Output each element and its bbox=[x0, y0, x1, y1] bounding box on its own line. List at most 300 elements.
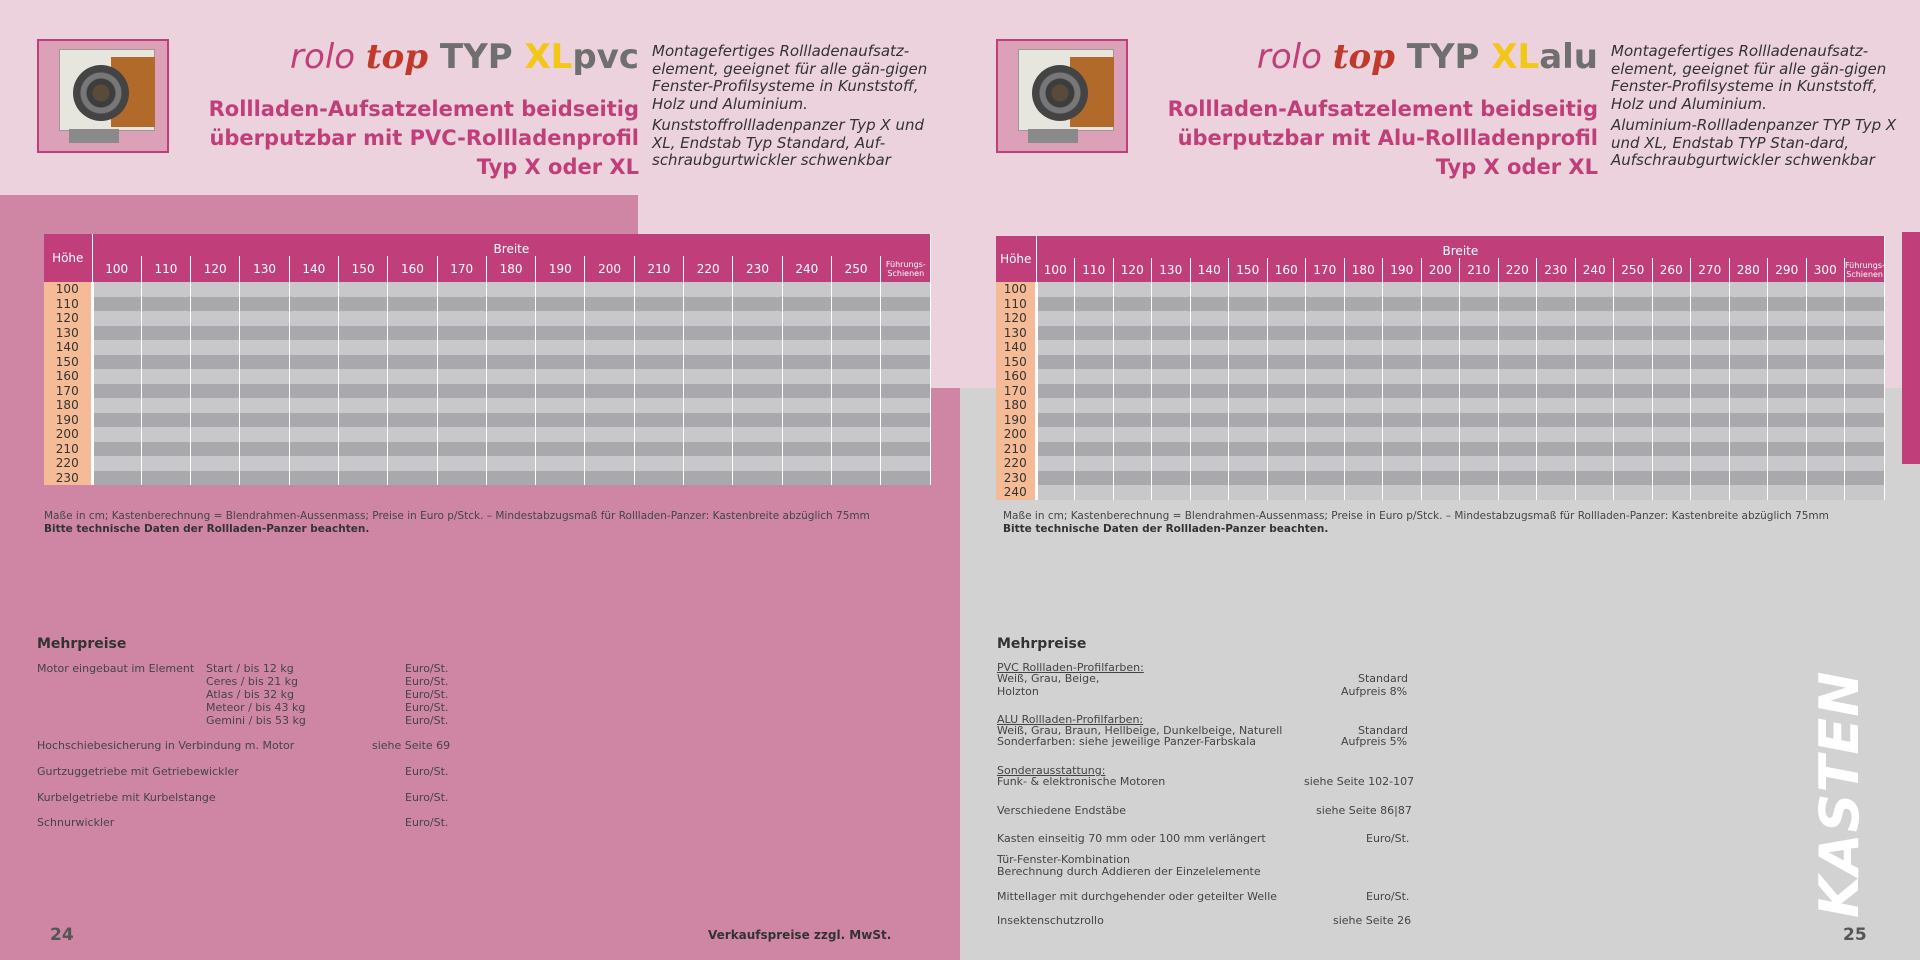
breite-col-header: 170 bbox=[1306, 258, 1345, 282]
price-cell bbox=[1614, 456, 1653, 471]
price-cell bbox=[1267, 413, 1306, 428]
price-cell bbox=[1729, 398, 1768, 413]
price-cell bbox=[585, 413, 634, 428]
price-cell bbox=[1691, 340, 1730, 355]
price-cell bbox=[585, 384, 634, 399]
price-cell bbox=[733, 413, 782, 428]
price-cell bbox=[1575, 369, 1614, 384]
price-cell bbox=[1614, 471, 1653, 486]
price-cell bbox=[1498, 369, 1537, 384]
table-row bbox=[996, 326, 1885, 341]
price-cell bbox=[1344, 456, 1383, 471]
price-cell bbox=[1113, 282, 1152, 297]
pvc-colors-holzton: Holzton bbox=[997, 685, 1039, 698]
price-cell bbox=[240, 340, 289, 355]
price-cell bbox=[437, 471, 486, 486]
price-cell bbox=[388, 369, 437, 384]
price-cell bbox=[585, 282, 634, 297]
price-cell bbox=[1267, 485, 1306, 500]
price-cell bbox=[141, 369, 190, 384]
price-cell bbox=[1267, 456, 1306, 471]
price-cell bbox=[1845, 297, 1885, 312]
price-cell bbox=[338, 398, 387, 413]
price-cell bbox=[1267, 427, 1306, 442]
motor-items: Start / bis 12 kg Ceres / bis 21 kg Atlas / bis 32 kg Meteor / bis 43 kg Gemini / bis 53 kg bbox=[206, 662, 306, 727]
breite-col-header: 160 bbox=[388, 256, 437, 282]
price-cell bbox=[1537, 340, 1576, 355]
price-cell bbox=[1806, 442, 1845, 457]
price-cell bbox=[191, 427, 240, 442]
breite-col-header: 120 bbox=[191, 256, 240, 282]
price-cell bbox=[1845, 369, 1885, 384]
hoehe-value: 110 bbox=[996, 297, 1036, 312]
table-row bbox=[44, 398, 931, 413]
row-schnurwickler: Schnurwickler bbox=[37, 816, 115, 829]
price-cell bbox=[1498, 340, 1537, 355]
price-cell bbox=[1075, 340, 1114, 355]
breite-col-header: 150 bbox=[338, 256, 387, 282]
breite-col-header: 190 bbox=[1383, 258, 1422, 282]
price-cell bbox=[1190, 355, 1229, 370]
hoehe-value: 200 bbox=[44, 427, 92, 442]
breite-col-header: 110 bbox=[1075, 258, 1114, 282]
price-cell bbox=[1306, 340, 1345, 355]
price-cell bbox=[1806, 282, 1845, 297]
price-cell bbox=[1383, 326, 1422, 341]
price-cell bbox=[388, 311, 437, 326]
price-cell bbox=[634, 297, 683, 312]
price-cell bbox=[1344, 355, 1383, 370]
price-cell bbox=[585, 369, 634, 384]
price-cell bbox=[782, 413, 831, 428]
table-row bbox=[44, 384, 931, 399]
price-cell bbox=[141, 384, 190, 399]
hoehe-value: 210 bbox=[996, 442, 1036, 457]
hoehe-value: 110 bbox=[44, 297, 92, 312]
price-cell bbox=[1036, 384, 1075, 399]
price-cell bbox=[191, 326, 240, 341]
hoehe-value: 100 bbox=[44, 282, 92, 297]
price-cell bbox=[1075, 413, 1114, 428]
table-row bbox=[996, 282, 1885, 297]
price-cell bbox=[1845, 427, 1885, 442]
price-cell bbox=[1383, 485, 1422, 500]
price-cell bbox=[141, 471, 190, 486]
price-cell bbox=[684, 326, 733, 341]
mehrpreise-title-left: Mehrpreise bbox=[37, 636, 127, 652]
price-cell bbox=[1344, 485, 1383, 500]
price-cell bbox=[1113, 456, 1152, 471]
price-cell bbox=[1075, 355, 1114, 370]
breite-col-header: 250 bbox=[1614, 258, 1653, 282]
page-number-left: 24 bbox=[50, 925, 74, 945]
price-cell bbox=[1421, 413, 1460, 428]
price-cell bbox=[1383, 355, 1422, 370]
price-cell bbox=[1267, 442, 1306, 457]
price-cell bbox=[191, 398, 240, 413]
table-row bbox=[44, 355, 931, 370]
mehrpreise-title-right: Mehrpreise bbox=[997, 636, 1087, 652]
price-cell bbox=[486, 282, 535, 297]
product-description-alu: Montagefertiges Rollladenaufsatz-element, geeignet für alle gän-gigen Fenster-Profilsysteme in Kunststoff, Holz und Aluminium. Aluminium-Rollladenpanzer TYP Typ X und XL, Endstab TYP Stan-dard, Aufschraubgurtwickler schwenkbar bbox=[1611, 42, 1897, 169]
price-cell bbox=[1152, 340, 1191, 355]
breite-col-header: 260 bbox=[1652, 258, 1691, 282]
price-cell bbox=[536, 282, 585, 297]
price-cell bbox=[1267, 340, 1306, 355]
price-cell bbox=[536, 398, 585, 413]
price-cell bbox=[289, 427, 338, 442]
breite-col-header: 230 bbox=[733, 256, 782, 282]
price-cell bbox=[92, 413, 141, 428]
price-cell bbox=[1190, 442, 1229, 457]
price-cell bbox=[1421, 355, 1460, 370]
price-cell bbox=[1537, 326, 1576, 341]
price-cell bbox=[191, 456, 240, 471]
breite-col-header: 180 bbox=[1344, 258, 1383, 282]
price-cell bbox=[831, 471, 880, 486]
price-cell bbox=[1498, 413, 1537, 428]
price-cell bbox=[141, 297, 190, 312]
price-cell bbox=[1845, 485, 1885, 500]
price-cell bbox=[733, 282, 782, 297]
price-cell bbox=[634, 471, 683, 486]
price-cell bbox=[1383, 413, 1422, 428]
price-cell bbox=[585, 297, 634, 312]
breite-header: Breite bbox=[1036, 236, 1885, 258]
price-cell bbox=[1498, 427, 1537, 442]
hoehe-value: 130 bbox=[44, 326, 92, 341]
price-cell bbox=[1845, 398, 1885, 413]
price-cell bbox=[1575, 297, 1614, 312]
price-cell bbox=[388, 355, 437, 370]
price-cell bbox=[881, 297, 931, 312]
price-cell bbox=[486, 369, 535, 384]
price-cell bbox=[486, 398, 535, 413]
price-cell bbox=[1729, 282, 1768, 297]
price-cell bbox=[1652, 282, 1691, 297]
price-cell bbox=[634, 369, 683, 384]
price-cell bbox=[634, 413, 683, 428]
price-cell bbox=[1460, 326, 1499, 341]
price-cell bbox=[1383, 398, 1422, 413]
price-cell bbox=[1614, 355, 1653, 370]
price-cell bbox=[1036, 326, 1075, 341]
price-cell bbox=[1537, 282, 1576, 297]
price-cell bbox=[782, 384, 831, 399]
price-cell bbox=[634, 282, 683, 297]
price-cell bbox=[1229, 384, 1268, 399]
price-cell bbox=[1460, 485, 1499, 500]
price-cell bbox=[1806, 311, 1845, 326]
row-schnurwickler-value: Euro/St. bbox=[405, 816, 449, 829]
price-cell bbox=[486, 311, 535, 326]
price-cell bbox=[1806, 427, 1845, 442]
price-cell bbox=[486, 471, 535, 486]
price-cell bbox=[1267, 471, 1306, 486]
price-cell bbox=[1152, 369, 1191, 384]
price-cell bbox=[1229, 340, 1268, 355]
insektenschutzrollo-value: siehe Seite 26 bbox=[1333, 914, 1412, 927]
price-cell bbox=[684, 355, 733, 370]
row-gurtzuggetriebe: Gurtzuggetriebe mit Getriebewickler bbox=[37, 765, 239, 778]
funk-motoren-value: siehe Seite 102-107 bbox=[1304, 775, 1415, 788]
breite-col-header: 130 bbox=[240, 256, 289, 282]
price-cell bbox=[437, 326, 486, 341]
price-cell bbox=[1575, 282, 1614, 297]
price-cell bbox=[1152, 442, 1191, 457]
price-cell bbox=[1075, 282, 1114, 297]
price-cell bbox=[1652, 326, 1691, 341]
price-cell bbox=[1460, 369, 1499, 384]
breite-col-header: 200 bbox=[1421, 258, 1460, 282]
price-cell bbox=[437, 355, 486, 370]
price-cell bbox=[1691, 369, 1730, 384]
motor-units: Euro/St. Euro/St. Euro/St. Euro/St. Euro/St. bbox=[405, 662, 449, 727]
price-cell bbox=[1537, 398, 1576, 413]
price-cell bbox=[1113, 427, 1152, 442]
price-cell bbox=[437, 384, 486, 399]
price-cell bbox=[1498, 326, 1537, 341]
hoehe-value: 100 bbox=[996, 282, 1036, 297]
price-cell bbox=[1152, 398, 1191, 413]
price-cell bbox=[1460, 413, 1499, 428]
price-cell bbox=[782, 340, 831, 355]
price-cell bbox=[1652, 369, 1691, 384]
price-cell bbox=[782, 398, 831, 413]
price-cell bbox=[1190, 297, 1229, 312]
price-cell bbox=[1729, 355, 1768, 370]
price-cell bbox=[437, 398, 486, 413]
price-cell bbox=[684, 471, 733, 486]
price-cell bbox=[1537, 297, 1576, 312]
price-cell bbox=[1498, 384, 1537, 399]
price-cell bbox=[92, 398, 141, 413]
price-cell bbox=[1806, 485, 1845, 500]
price-cell bbox=[338, 355, 387, 370]
price-cell bbox=[338, 369, 387, 384]
price-cell bbox=[1306, 456, 1345, 471]
price-cell bbox=[1652, 427, 1691, 442]
hoehe-header: Höhe bbox=[44, 234, 92, 282]
price-cell bbox=[1806, 297, 1845, 312]
pvc-colors-holzton-value: Aufpreis 8% bbox=[1341, 685, 1408, 698]
price-cell bbox=[388, 471, 437, 486]
price-cell bbox=[1075, 471, 1114, 486]
price-cell bbox=[684, 442, 733, 457]
price-cell bbox=[1614, 326, 1653, 341]
price-cell bbox=[1421, 427, 1460, 442]
price-cell bbox=[1036, 282, 1075, 297]
price-cell bbox=[782, 311, 831, 326]
hoehe-value: 230 bbox=[996, 471, 1036, 486]
price-cell bbox=[388, 398, 437, 413]
hoehe-value: 140 bbox=[996, 340, 1036, 355]
price-cell bbox=[1575, 398, 1614, 413]
breite-col-header: 270 bbox=[1691, 258, 1730, 282]
price-cell bbox=[388, 326, 437, 341]
product-description-pvc: Montagefertiges Rollladenaufsatz-element, geeignet für alle gän-gigen Fenster-Profilsysteme in Kunststoff, Holz und Aluminium. Kunststoffrollladenpanzer Typ X und XL, Endstab Typ Standard, Auf-schraubgurtwickler schwenkbar bbox=[652, 42, 928, 169]
footer-vat-note: Verkaufspreise zzgl. MwSt. bbox=[708, 928, 892, 942]
price-cell bbox=[1075, 427, 1114, 442]
price-cell bbox=[1190, 340, 1229, 355]
price-cell bbox=[733, 311, 782, 326]
price-cell bbox=[1190, 427, 1229, 442]
price-cell bbox=[486, 442, 535, 457]
price-cell bbox=[92, 311, 141, 326]
tuer-fenster-berechnung: Berechnung durch Addieren der Einzelelemente bbox=[997, 865, 1261, 878]
row-gurtzuggetriebe-value: Euro/St. bbox=[405, 765, 449, 778]
price-cell bbox=[782, 282, 831, 297]
price-cell bbox=[1498, 456, 1537, 471]
price-cell bbox=[881, 311, 931, 326]
price-cell bbox=[1306, 355, 1345, 370]
price-cell bbox=[486, 340, 535, 355]
price-cell bbox=[1190, 369, 1229, 384]
price-cell bbox=[1614, 311, 1653, 326]
price-cell bbox=[1806, 384, 1845, 399]
price-cell bbox=[1190, 384, 1229, 399]
price-cell bbox=[1729, 471, 1768, 486]
price-cell bbox=[1498, 311, 1537, 326]
price-cell bbox=[338, 456, 387, 471]
price-cell bbox=[1460, 282, 1499, 297]
table-row bbox=[44, 340, 931, 355]
price-cell bbox=[881, 427, 931, 442]
price-cell bbox=[92, 471, 141, 486]
table-row bbox=[44, 456, 931, 471]
price-cell bbox=[1691, 398, 1730, 413]
price-cell bbox=[1113, 485, 1152, 500]
price-cell bbox=[1421, 456, 1460, 471]
price-cell bbox=[486, 326, 535, 341]
price-cell bbox=[733, 326, 782, 341]
price-cell bbox=[881, 456, 931, 471]
alu-colors-special-value: Aufpreis 5% bbox=[1341, 735, 1408, 748]
price-cell bbox=[634, 398, 683, 413]
hoehe-value: 180 bbox=[44, 398, 92, 413]
price-cell bbox=[1845, 282, 1885, 297]
price-cell bbox=[191, 311, 240, 326]
hoehe-header: Höhe bbox=[996, 236, 1036, 282]
price-cell bbox=[1768, 442, 1807, 457]
price-cell bbox=[1152, 355, 1191, 370]
breite-col-header: 290 bbox=[1768, 258, 1807, 282]
price-cell bbox=[437, 340, 486, 355]
price-cell bbox=[1614, 340, 1653, 355]
price-cell bbox=[1614, 282, 1653, 297]
price-cell bbox=[240, 471, 289, 486]
price-cell bbox=[338, 427, 387, 442]
price-cell bbox=[1421, 485, 1460, 500]
breite-col-header: 240 bbox=[782, 256, 831, 282]
price-cell bbox=[585, 398, 634, 413]
table-row bbox=[996, 369, 1885, 384]
price-cell bbox=[1498, 398, 1537, 413]
price-cell bbox=[1691, 442, 1730, 457]
price-cell bbox=[1036, 456, 1075, 471]
price-cell bbox=[1845, 456, 1885, 471]
price-cell bbox=[881, 413, 931, 428]
fuehrungsschienen-header: Führungs-Schienen bbox=[881, 256, 931, 282]
price-cell bbox=[1344, 398, 1383, 413]
price-cell bbox=[684, 282, 733, 297]
price-cell bbox=[1229, 326, 1268, 341]
price-cell bbox=[585, 311, 634, 326]
price-cell bbox=[1768, 427, 1807, 442]
price-cell bbox=[536, 384, 585, 399]
price-cell bbox=[1806, 326, 1845, 341]
price-cell bbox=[1229, 398, 1268, 413]
price-cell bbox=[1614, 297, 1653, 312]
price-cell bbox=[289, 456, 338, 471]
price-cell bbox=[733, 471, 782, 486]
price-cell bbox=[1652, 355, 1691, 370]
table-row bbox=[44, 471, 931, 486]
endstaebe: Verschiedene Endstäbe bbox=[997, 804, 1126, 817]
price-cell bbox=[1383, 456, 1422, 471]
price-cell bbox=[1229, 456, 1268, 471]
price-cell bbox=[1652, 485, 1691, 500]
price-cell bbox=[191, 340, 240, 355]
price-cell bbox=[1537, 355, 1576, 370]
price-cell bbox=[92, 456, 141, 471]
breite-col-header: 220 bbox=[1498, 258, 1537, 282]
price-cell bbox=[388, 442, 437, 457]
price-cell bbox=[92, 384, 141, 399]
price-cell bbox=[831, 413, 880, 428]
breite-col-header: 250 bbox=[831, 256, 880, 282]
price-cell bbox=[536, 340, 585, 355]
row-kurbelgetriebe-value: Euro/St. bbox=[405, 791, 449, 804]
price-cell bbox=[338, 282, 387, 297]
price-cell bbox=[1575, 413, 1614, 428]
table-row bbox=[996, 485, 1885, 500]
price-cell bbox=[1537, 369, 1576, 384]
fuehrungsschienen-header: Führungs-Schienen bbox=[1845, 258, 1885, 282]
price-cell bbox=[1383, 297, 1422, 312]
price-cell bbox=[1267, 384, 1306, 399]
price-cell bbox=[388, 282, 437, 297]
price-table-pvc bbox=[44, 234, 931, 485]
price-cell bbox=[1267, 355, 1306, 370]
price-cell bbox=[1036, 485, 1075, 500]
price-cell bbox=[92, 427, 141, 442]
price-cell bbox=[585, 471, 634, 486]
price-cell bbox=[240, 369, 289, 384]
price-cell bbox=[240, 427, 289, 442]
price-cell bbox=[191, 297, 240, 312]
price-cell bbox=[536, 297, 585, 312]
price-cell bbox=[1729, 442, 1768, 457]
price-cell bbox=[1652, 311, 1691, 326]
price-cell bbox=[1152, 297, 1191, 312]
price-cell bbox=[1267, 297, 1306, 312]
price-cell bbox=[831, 340, 880, 355]
price-cell bbox=[684, 311, 733, 326]
price-cell bbox=[1152, 471, 1191, 486]
price-cell bbox=[1344, 311, 1383, 326]
price-cell bbox=[1652, 398, 1691, 413]
price-cell bbox=[141, 355, 190, 370]
price-cell bbox=[1498, 471, 1537, 486]
price-cell bbox=[1190, 282, 1229, 297]
price-cell bbox=[191, 471, 240, 486]
breite-col-header: 120 bbox=[1113, 258, 1152, 282]
price-cell bbox=[1614, 442, 1653, 457]
table-row bbox=[44, 282, 931, 297]
breite-col-header: 110 bbox=[141, 256, 190, 282]
price-cell bbox=[831, 355, 880, 370]
